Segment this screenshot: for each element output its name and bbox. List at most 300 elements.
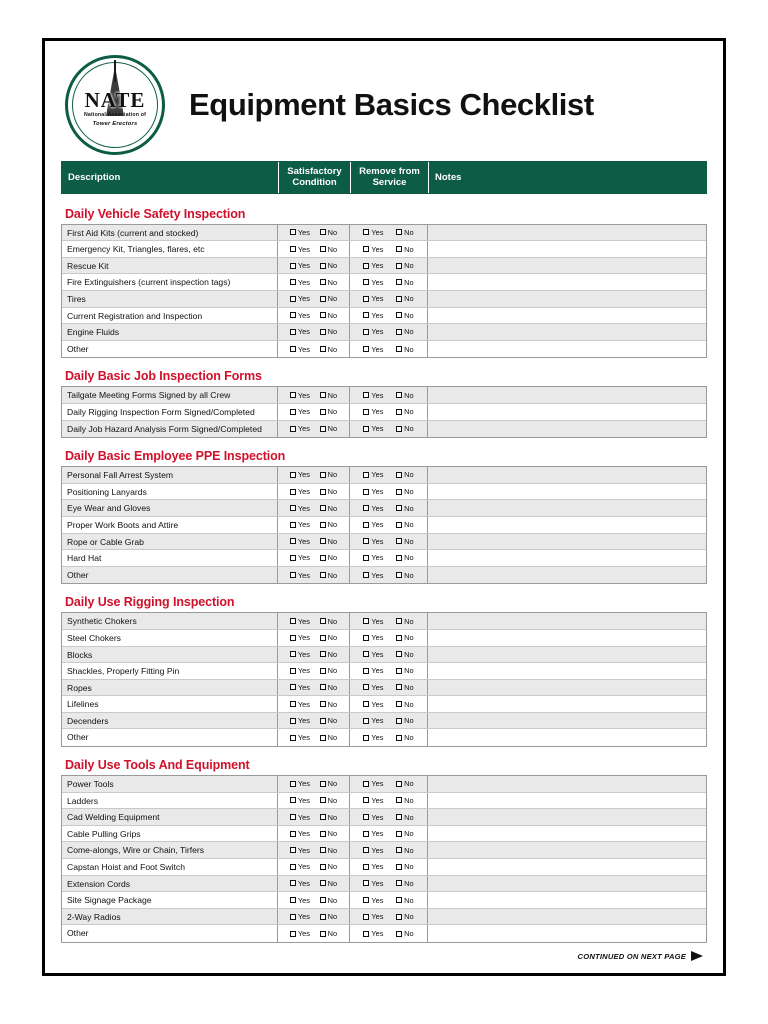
notes-cell[interactable] [428, 404, 706, 420]
checkbox-icon[interactable] [396, 246, 402, 252]
notes-cell[interactable] [428, 630, 706, 646]
remove-yes-checkbox[interactable] [363, 617, 383, 626]
checkbox-icon[interactable] [290, 914, 296, 920]
satisfactory-yes-checkbox[interactable] [290, 537, 310, 546]
remove-yes-checkbox[interactable] [363, 700, 383, 709]
satisfactory-no-checkbox[interactable] [320, 846, 337, 855]
satisfactory-no-checkbox[interactable] [320, 487, 337, 496]
checkbox-icon[interactable] [396, 505, 402, 511]
satisfactory-no-checkbox[interactable] [320, 504, 337, 513]
remove-yes-checkbox[interactable] [363, 716, 383, 725]
remove-no-checkbox[interactable] [396, 487, 413, 496]
satisfactory-no-checkbox[interactable] [320, 424, 337, 433]
remove-no-checkbox[interactable] [396, 311, 413, 320]
remove-no-checkbox[interactable] [396, 879, 413, 888]
satisfactory-yes-checkbox[interactable] [290, 294, 310, 303]
checkbox-icon[interactable] [396, 312, 402, 318]
checkbox-icon[interactable] [396, 346, 402, 352]
notes-cell[interactable] [428, 909, 706, 925]
checkbox-icon[interactable] [320, 346, 326, 352]
checkbox-icon[interactable] [363, 864, 369, 870]
checkbox-icon[interactable] [396, 329, 402, 335]
notes-cell[interactable] [428, 776, 706, 792]
checkbox-icon[interactable] [320, 618, 326, 624]
checkbox-icon[interactable] [290, 701, 296, 707]
remove-yes-checkbox[interactable] [363, 311, 383, 320]
remove-yes-checkbox[interactable] [363, 633, 383, 642]
remove-yes-checkbox[interactable] [363, 278, 383, 287]
checkbox-icon[interactable] [290, 392, 296, 398]
checkbox-icon[interactable] [320, 246, 326, 252]
checkbox-icon[interactable] [290, 346, 296, 352]
checkbox-icon[interactable] [396, 489, 402, 495]
remove-yes-checkbox[interactable] [363, 896, 383, 905]
checkbox-icon[interactable] [320, 555, 326, 561]
remove-no-checkbox[interactable] [396, 261, 413, 270]
checkbox-icon[interactable] [363, 555, 369, 561]
checkbox-icon[interactable] [320, 505, 326, 511]
checkbox-icon[interactable] [363, 426, 369, 432]
notes-cell[interactable] [428, 534, 706, 550]
checkbox-icon[interactable] [290, 618, 296, 624]
checkbox-icon[interactable] [363, 651, 369, 657]
satisfactory-no-checkbox[interactable] [320, 912, 337, 921]
remove-yes-checkbox[interactable] [363, 650, 383, 659]
remove-no-checkbox[interactable] [396, 846, 413, 855]
satisfactory-no-checkbox[interactable] [320, 391, 337, 400]
checkbox-icon[interactable] [396, 618, 402, 624]
satisfactory-no-checkbox[interactable] [320, 779, 337, 788]
remove-yes-checkbox[interactable] [363, 537, 383, 546]
checkbox-icon[interactable] [396, 864, 402, 870]
satisfactory-yes-checkbox[interactable] [290, 846, 310, 855]
satisfactory-no-checkbox[interactable] [320, 896, 337, 905]
notes-cell[interactable] [428, 500, 706, 516]
checkbox-icon[interactable] [320, 572, 326, 578]
remove-no-checkbox[interactable] [396, 733, 413, 742]
checkbox-icon[interactable] [396, 718, 402, 724]
checkbox-icon[interactable] [396, 931, 402, 937]
checkbox-icon[interactable] [290, 864, 296, 870]
checkbox-icon[interactable] [290, 668, 296, 674]
notes-cell[interactable] [428, 696, 706, 712]
checkbox-icon[interactable] [396, 814, 402, 820]
remove-no-checkbox[interactable] [396, 228, 413, 237]
remove-no-checkbox[interactable] [396, 700, 413, 709]
checkbox-icon[interactable] [363, 781, 369, 787]
satisfactory-no-checkbox[interactable] [320, 571, 337, 580]
checkbox-icon[interactable] [363, 296, 369, 302]
remove-no-checkbox[interactable] [396, 407, 413, 416]
checkbox-icon[interactable] [290, 279, 296, 285]
notes-cell[interactable] [428, 341, 706, 358]
checkbox-icon[interactable] [290, 635, 296, 641]
checkbox-icon[interactable] [363, 847, 369, 853]
satisfactory-no-checkbox[interactable] [320, 294, 337, 303]
satisfactory-yes-checkbox[interactable] [290, 553, 310, 562]
remove-yes-checkbox[interactable] [363, 261, 383, 270]
checkbox-icon[interactable] [396, 409, 402, 415]
checkbox-icon[interactable] [396, 914, 402, 920]
checkbox-icon[interactable] [290, 426, 296, 432]
satisfactory-no-checkbox[interactable] [320, 278, 337, 287]
checkbox-icon[interactable] [290, 296, 296, 302]
remove-yes-checkbox[interactable] [363, 228, 383, 237]
checkbox-icon[interactable] [320, 931, 326, 937]
checkbox-icon[interactable] [363, 312, 369, 318]
checkbox-icon[interactable] [290, 489, 296, 495]
checkbox-icon[interactable] [290, 735, 296, 741]
satisfactory-no-checkbox[interactable] [320, 633, 337, 642]
checkbox-icon[interactable] [396, 635, 402, 641]
checkbox-icon[interactable] [320, 914, 326, 920]
satisfactory-yes-checkbox[interactable] [290, 650, 310, 659]
satisfactory-yes-checkbox[interactable] [290, 716, 310, 725]
remove-no-checkbox[interactable] [396, 779, 413, 788]
checkbox-icon[interactable] [396, 572, 402, 578]
remove-no-checkbox[interactable] [396, 470, 413, 479]
checkbox-icon[interactable] [290, 880, 296, 886]
satisfactory-yes-checkbox[interactable] [290, 504, 310, 513]
satisfactory-yes-checkbox[interactable] [290, 311, 310, 320]
checkbox-icon[interactable] [363, 618, 369, 624]
satisfactory-no-checkbox[interactable] [320, 666, 337, 675]
checkbox-icon[interactable] [363, 572, 369, 578]
remove-yes-checkbox[interactable] [363, 345, 383, 354]
satisfactory-yes-checkbox[interactable] [290, 733, 310, 742]
satisfactory-yes-checkbox[interactable] [290, 779, 310, 788]
checkbox-icon[interactable] [396, 897, 402, 903]
checkbox-icon[interactable] [396, 392, 402, 398]
notes-cell[interactable] [428, 241, 706, 257]
remove-yes-checkbox[interactable] [363, 487, 383, 496]
checkbox-icon[interactable] [320, 718, 326, 724]
satisfactory-no-checkbox[interactable] [320, 470, 337, 479]
checkbox-icon[interactable] [320, 684, 326, 690]
remove-yes-checkbox[interactable] [363, 813, 383, 822]
checkbox-icon[interactable] [396, 296, 402, 302]
satisfactory-yes-checkbox[interactable] [290, 829, 310, 838]
notes-cell[interactable] [428, 842, 706, 858]
notes-cell[interactable] [428, 713, 706, 729]
satisfactory-yes-checkbox[interactable] [290, 683, 310, 692]
notes-cell[interactable] [428, 729, 706, 746]
notes-cell[interactable] [428, 613, 706, 629]
checkbox-icon[interactable] [363, 346, 369, 352]
remove-yes-checkbox[interactable] [363, 862, 383, 871]
satisfactory-yes-checkbox[interactable] [290, 617, 310, 626]
checkbox-icon[interactable] [396, 831, 402, 837]
checkbox-icon[interactable] [363, 522, 369, 528]
checkbox-icon[interactable] [290, 312, 296, 318]
checkbox-icon[interactable] [290, 814, 296, 820]
checkbox-icon[interactable] [363, 246, 369, 252]
checkbox-icon[interactable] [363, 668, 369, 674]
checkbox-icon[interactable] [320, 312, 326, 318]
remove-yes-checkbox[interactable] [363, 571, 383, 580]
remove-yes-checkbox[interactable] [363, 470, 383, 479]
satisfactory-no-checkbox[interactable] [320, 796, 337, 805]
checkbox-icon[interactable] [320, 797, 326, 803]
remove-no-checkbox[interactable] [396, 504, 413, 513]
checkbox-icon[interactable] [290, 718, 296, 724]
checkbox-icon[interactable] [290, 329, 296, 335]
notes-cell[interactable] [428, 793, 706, 809]
checkbox-icon[interactable] [320, 426, 326, 432]
checkbox-icon[interactable] [363, 635, 369, 641]
checkbox-icon[interactable] [363, 880, 369, 886]
checkbox-icon[interactable] [290, 572, 296, 578]
checkbox-icon[interactable] [320, 651, 326, 657]
satisfactory-no-checkbox[interactable] [320, 327, 337, 336]
checkbox-icon[interactable] [363, 814, 369, 820]
satisfactory-yes-checkbox[interactable] [290, 245, 310, 254]
checkbox-icon[interactable] [396, 651, 402, 657]
checkbox-icon[interactable] [396, 668, 402, 674]
satisfactory-no-checkbox[interactable] [320, 345, 337, 354]
satisfactory-no-checkbox[interactable] [320, 553, 337, 562]
satisfactory-yes-checkbox[interactable] [290, 879, 310, 888]
checkbox-icon[interactable] [320, 635, 326, 641]
notes-cell[interactable] [428, 291, 706, 307]
checkbox-icon[interactable] [320, 864, 326, 870]
satisfactory-no-checkbox[interactable] [320, 537, 337, 546]
checkbox-icon[interactable] [396, 229, 402, 235]
checkbox-icon[interactable] [396, 472, 402, 478]
checkbox-icon[interactable] [320, 409, 326, 415]
checkbox-icon[interactable] [290, 229, 296, 235]
checkbox-icon[interactable] [320, 781, 326, 787]
notes-cell[interactable] [428, 274, 706, 290]
checkbox-icon[interactable] [320, 880, 326, 886]
checkbox-icon[interactable] [320, 472, 326, 478]
checkbox-icon[interactable] [290, 538, 296, 544]
satisfactory-no-checkbox[interactable] [320, 829, 337, 838]
checkbox-icon[interactable] [290, 246, 296, 252]
satisfactory-yes-checkbox[interactable] [290, 391, 310, 400]
checkbox-icon[interactable] [320, 735, 326, 741]
checkbox-icon[interactable] [396, 522, 402, 528]
checkbox-icon[interactable] [290, 847, 296, 853]
checkbox-icon[interactable] [363, 229, 369, 235]
remove-yes-checkbox[interactable] [363, 553, 383, 562]
remove-no-checkbox[interactable] [396, 862, 413, 871]
remove-yes-checkbox[interactable] [363, 846, 383, 855]
notes-cell[interactable] [428, 308, 706, 324]
checkbox-icon[interactable] [363, 279, 369, 285]
checkbox-icon[interactable] [290, 684, 296, 690]
notes-cell[interactable] [428, 467, 706, 483]
checkbox-icon[interactable] [290, 409, 296, 415]
remove-yes-checkbox[interactable] [363, 327, 383, 336]
checkbox-icon[interactable] [363, 797, 369, 803]
satisfactory-yes-checkbox[interactable] [290, 261, 310, 270]
satisfactory-no-checkbox[interactable] [320, 228, 337, 237]
remove-yes-checkbox[interactable] [363, 796, 383, 805]
checkbox-icon[interactable] [320, 296, 326, 302]
satisfactory-yes-checkbox[interactable] [290, 327, 310, 336]
remove-no-checkbox[interactable] [396, 912, 413, 921]
checkbox-icon[interactable] [363, 897, 369, 903]
remove-no-checkbox[interactable] [396, 896, 413, 905]
checkbox-icon[interactable] [290, 831, 296, 837]
satisfactory-no-checkbox[interactable] [320, 311, 337, 320]
notes-cell[interactable] [428, 567, 706, 584]
checkbox-icon[interactable] [290, 651, 296, 657]
remove-yes-checkbox[interactable] [363, 245, 383, 254]
remove-yes-checkbox[interactable] [363, 391, 383, 400]
checkbox-icon[interactable] [320, 279, 326, 285]
remove-no-checkbox[interactable] [396, 294, 413, 303]
satisfactory-yes-checkbox[interactable] [290, 896, 310, 905]
satisfactory-no-checkbox[interactable] [320, 716, 337, 725]
satisfactory-yes-checkbox[interactable] [290, 278, 310, 287]
checkbox-icon[interactable] [320, 831, 326, 837]
remove-yes-checkbox[interactable] [363, 407, 383, 416]
remove-yes-checkbox[interactable] [363, 912, 383, 921]
satisfactory-no-checkbox[interactable] [320, 245, 337, 254]
checkbox-icon[interactable] [363, 505, 369, 511]
satisfactory-no-checkbox[interactable] [320, 650, 337, 659]
checkbox-icon[interactable] [290, 931, 296, 937]
satisfactory-no-checkbox[interactable] [320, 700, 337, 709]
notes-cell[interactable] [428, 484, 706, 500]
checkbox-icon[interactable] [290, 522, 296, 528]
remove-no-checkbox[interactable] [396, 929, 413, 938]
checkbox-icon[interactable] [363, 701, 369, 707]
remove-no-checkbox[interactable] [396, 633, 413, 642]
remove-no-checkbox[interactable] [396, 245, 413, 254]
remove-yes-checkbox[interactable] [363, 779, 383, 788]
satisfactory-yes-checkbox[interactable] [290, 407, 310, 416]
remove-yes-checkbox[interactable] [363, 879, 383, 888]
checkbox-icon[interactable] [363, 684, 369, 690]
checkbox-icon[interactable] [396, 797, 402, 803]
remove-no-checkbox[interactable] [396, 666, 413, 675]
satisfactory-no-checkbox[interactable] [320, 813, 337, 822]
checkbox-icon[interactable] [363, 392, 369, 398]
remove-no-checkbox[interactable] [396, 327, 413, 336]
satisfactory-no-checkbox[interactable] [320, 733, 337, 742]
satisfactory-yes-checkbox[interactable] [290, 424, 310, 433]
checkbox-icon[interactable] [396, 555, 402, 561]
checkbox-icon[interactable] [320, 329, 326, 335]
remove-no-checkbox[interactable] [396, 796, 413, 805]
checkbox-icon[interactable] [396, 263, 402, 269]
notes-cell[interactable] [428, 517, 706, 533]
remove-yes-checkbox[interactable] [363, 829, 383, 838]
checkbox-icon[interactable] [363, 831, 369, 837]
checkbox-icon[interactable] [396, 847, 402, 853]
remove-no-checkbox[interactable] [396, 683, 413, 692]
notes-cell[interactable] [428, 892, 706, 908]
checkbox-icon[interactable] [396, 880, 402, 886]
notes-cell[interactable] [428, 826, 706, 842]
remove-yes-checkbox[interactable] [363, 294, 383, 303]
checkbox-icon[interactable] [363, 914, 369, 920]
satisfactory-no-checkbox[interactable] [320, 862, 337, 871]
remove-yes-checkbox[interactable] [363, 504, 383, 513]
checkbox-icon[interactable] [396, 735, 402, 741]
remove-yes-checkbox[interactable] [363, 929, 383, 938]
satisfactory-yes-checkbox[interactable] [290, 813, 310, 822]
satisfactory-yes-checkbox[interactable] [290, 633, 310, 642]
remove-no-checkbox[interactable] [396, 813, 413, 822]
remove-no-checkbox[interactable] [396, 345, 413, 354]
satisfactory-yes-checkbox[interactable] [290, 345, 310, 354]
checkbox-icon[interactable] [363, 263, 369, 269]
satisfactory-no-checkbox[interactable] [320, 879, 337, 888]
remove-no-checkbox[interactable] [396, 537, 413, 546]
satisfactory-yes-checkbox[interactable] [290, 571, 310, 580]
remove-no-checkbox[interactable] [396, 391, 413, 400]
checkbox-icon[interactable] [290, 472, 296, 478]
satisfactory-no-checkbox[interactable] [320, 261, 337, 270]
notes-cell[interactable] [428, 925, 706, 942]
checkbox-icon[interactable] [396, 684, 402, 690]
checkbox-icon[interactable] [290, 505, 296, 511]
checkbox-icon[interactable] [290, 797, 296, 803]
remove-no-checkbox[interactable] [396, 520, 413, 529]
checkbox-icon[interactable] [320, 847, 326, 853]
notes-cell[interactable] [428, 809, 706, 825]
checkbox-icon[interactable] [320, 814, 326, 820]
notes-cell[interactable] [428, 859, 706, 875]
remove-no-checkbox[interactable] [396, 829, 413, 838]
checkbox-icon[interactable] [320, 538, 326, 544]
satisfactory-no-checkbox[interactable] [320, 407, 337, 416]
checkbox-icon[interactable] [363, 931, 369, 937]
checkbox-icon[interactable] [320, 897, 326, 903]
checkbox-icon[interactable] [363, 538, 369, 544]
satisfactory-yes-checkbox[interactable] [290, 796, 310, 805]
satisfactory-yes-checkbox[interactable] [290, 228, 310, 237]
checkbox-icon[interactable] [363, 329, 369, 335]
notes-cell[interactable] [428, 258, 706, 274]
satisfactory-no-checkbox[interactable] [320, 617, 337, 626]
remove-no-checkbox[interactable] [396, 424, 413, 433]
satisfactory-yes-checkbox[interactable] [290, 912, 310, 921]
checkbox-icon[interactable] [290, 263, 296, 269]
satisfactory-no-checkbox[interactable] [320, 520, 337, 529]
checkbox-icon[interactable] [396, 701, 402, 707]
notes-cell[interactable] [428, 647, 706, 663]
notes-cell[interactable] [428, 387, 706, 403]
notes-cell[interactable] [428, 421, 706, 438]
satisfactory-yes-checkbox[interactable] [290, 487, 310, 496]
checkbox-icon[interactable] [396, 279, 402, 285]
checkbox-icon[interactable] [363, 409, 369, 415]
checkbox-icon[interactable] [320, 668, 326, 674]
remove-yes-checkbox[interactable] [363, 666, 383, 675]
satisfactory-yes-checkbox[interactable] [290, 929, 310, 938]
checkbox-icon[interactable] [396, 538, 402, 544]
satisfactory-yes-checkbox[interactable] [290, 700, 310, 709]
checkbox-icon[interactable] [320, 263, 326, 269]
checkbox-icon[interactable] [290, 897, 296, 903]
remove-yes-checkbox[interactable] [363, 733, 383, 742]
remove-no-checkbox[interactable] [396, 716, 413, 725]
satisfactory-yes-checkbox[interactable] [290, 520, 310, 529]
notes-cell[interactable] [428, 324, 706, 340]
checkbox-icon[interactable] [396, 426, 402, 432]
notes-cell[interactable] [428, 225, 706, 241]
checkbox-icon[interactable] [396, 781, 402, 787]
satisfactory-no-checkbox[interactable] [320, 929, 337, 938]
satisfactory-yes-checkbox[interactable] [290, 862, 310, 871]
notes-cell[interactable] [428, 663, 706, 679]
satisfactory-yes-checkbox[interactable] [290, 666, 310, 675]
